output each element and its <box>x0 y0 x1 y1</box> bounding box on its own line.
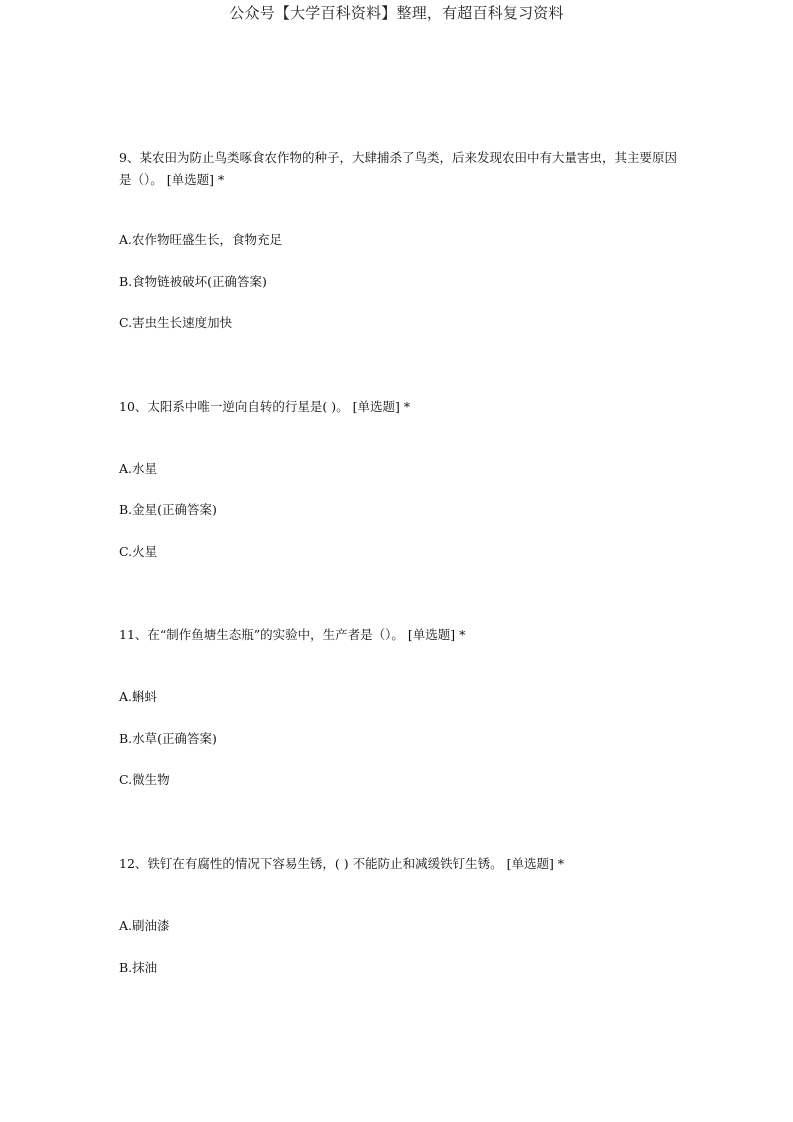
question-12-title: 12、铁钉在有腐性的情况下容易生锈，( ) 不能防止和减缓铁钉生锈。 [单选题] * <box>119 856 565 871</box>
question-9 <box>119 147 679 191</box>
page-header: 公众号【大学百科资料】整理，有超百科复习资料 <box>229 4 564 22</box>
question-10 <box>119 396 679 418</box>
question-10-option-c: C.火星 <box>119 544 158 559</box>
question-10-option-a: A.水星 <box>119 461 158 476</box>
question-11-option-a: A.蝌蚪 <box>119 689 158 704</box>
question-12-option-a: A.刷油漆 <box>119 918 170 933</box>
question-11-option-c: C.微生物 <box>119 772 170 787</box>
question-9-title: 9、某农田为防止鸟类啄食农作物的种子，大肆捕杀了鸟类，后来发现农田中有大量害虫，其主要原因是（）。 [单选题] * <box>119 150 677 187</box>
question-11-title: 11、在“制作鱼塘生态瓶”的实验中，生产者是（）。 [单选题] * <box>119 627 466 642</box>
question-10-option-b: B.金星(正确答案) <box>119 502 217 517</box>
question-12 <box>119 853 679 875</box>
question-12-option-b: B.抹油 <box>119 960 158 975</box>
question-11 <box>119 624 679 646</box>
question-11-option-b: B.水草(正确答案) <box>119 731 217 746</box>
question-9-option-a: A.农作物旺盛生长，食物充足 <box>119 232 283 247</box>
question-9-option-b: B.食物链被破坏(正确答案) <box>119 274 267 289</box>
question-10-title: 10、太阳系中唯一逆向自转的行星是( )。 [单选题] * <box>119 399 411 414</box>
question-9-option-c: C.害虫生长速度加快 <box>119 315 233 330</box>
